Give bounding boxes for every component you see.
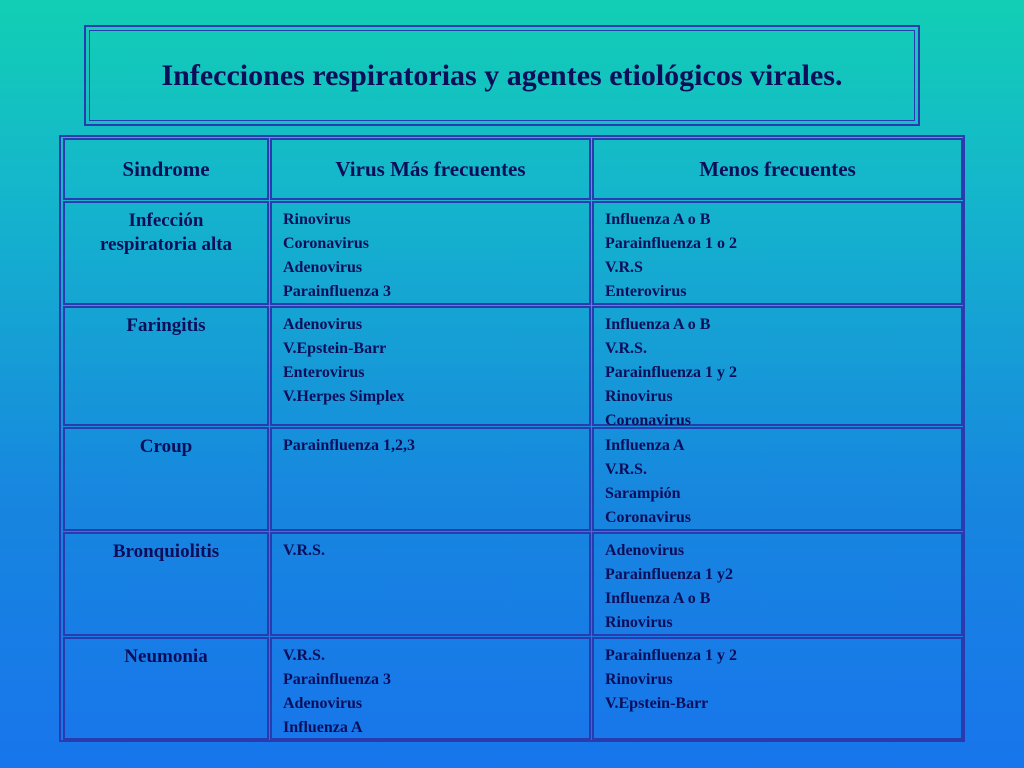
virus-table [59,135,965,742]
row-frequent-cell [270,306,591,426]
row-syndrome-cell [63,306,269,426]
syndrome-text: Croup [139,436,193,457]
row-less-frequent-cell [592,637,963,740]
virus-item: Influenza A o B [605,211,711,228]
syndrome-text: Neumonia [124,646,208,667]
header-sindrome-label: Sindrome [122,156,210,181]
syndrome-text: respiratoria alta [99,234,233,255]
virus-item: Enterovirus [605,283,687,300]
virus-item: Influenza A o B [605,316,711,333]
virus-item: Parainfluenza 1 y 2 [605,364,737,381]
virus-item: Adenovirus [605,542,685,559]
row-syndrome-cell [63,532,269,636]
virus-item: V.Epstein-Barr [605,695,709,712]
slide-title: Infecciones respiratorias y agentes etiológicos virales. [161,58,843,92]
virus-item: V.R.S. [605,461,647,478]
virus-item: Adenovirus [283,695,363,712]
title-box [84,25,920,126]
virus-item: Rinovirus [605,388,673,405]
virus-item: V.Herpes Simplex [283,388,405,405]
virus-item: Influenza A [283,719,363,736]
virus-item: Parainfluenza 1 y 2 [605,647,737,664]
virus-item: Rinovirus [283,211,351,228]
virus-item: Rinovirus [605,614,673,631]
row-frequent-cell [270,427,591,531]
row-less-frequent-cell [592,532,963,636]
row-less-frequent-cell [592,306,963,429]
virus-item: Rinovirus [605,671,673,688]
title-frame [89,30,915,121]
row-frequent-cell [270,201,591,305]
virus-item: Parainfluenza 3 [283,283,391,300]
virus-item: V.R.S [605,259,643,276]
virus-item: Enterovirus [283,364,365,381]
virus-item: Parainfluenza 1 o 2 [605,235,737,252]
virus-item: V.R.S. [605,340,647,357]
virus-item: Coronavirus [283,235,369,252]
virus-item: Sarampión [605,485,681,502]
virus-item: Adenovirus [283,259,363,276]
virus-item: Coronavirus [605,412,691,429]
syndrome-text: Faringitis [126,315,206,336]
syndrome-text: Bronquiolitis [112,541,220,562]
header-sindrome [63,138,269,200]
row-syndrome-cell [63,427,269,531]
header-less-frequent-label: Menos frecuentes [699,156,856,181]
virus-item: V.R.S. [283,647,325,664]
virus-item: Parainfluenza 3 [283,671,391,688]
virus-item: V.R.S. [283,542,325,559]
row-frequent-cell [270,637,591,740]
row-less-frequent-cell [592,427,963,531]
virus-item: Influenza A o B [605,590,711,607]
header-frequent [270,138,591,200]
virus-item: Parainfluenza 1,2,3 [283,437,415,454]
row-frequent-cell [270,532,591,636]
virus-item: Influenza A [605,437,685,454]
row-less-frequent-cell [592,201,963,305]
virus-item: Adenovirus [283,316,363,333]
virus-item: Parainfluenza 1 y2 [605,566,733,583]
row-syndrome-cell [63,201,269,305]
syndrome-text: Infección [128,210,204,231]
virus-item: V.Epstein-Barr [283,340,387,357]
header-less-frequent [592,138,963,200]
header-frequent-label: Virus Más frecuentes [335,156,526,181]
virus-item: Coronavirus [605,509,691,526]
row-syndrome-cell [63,637,269,740]
